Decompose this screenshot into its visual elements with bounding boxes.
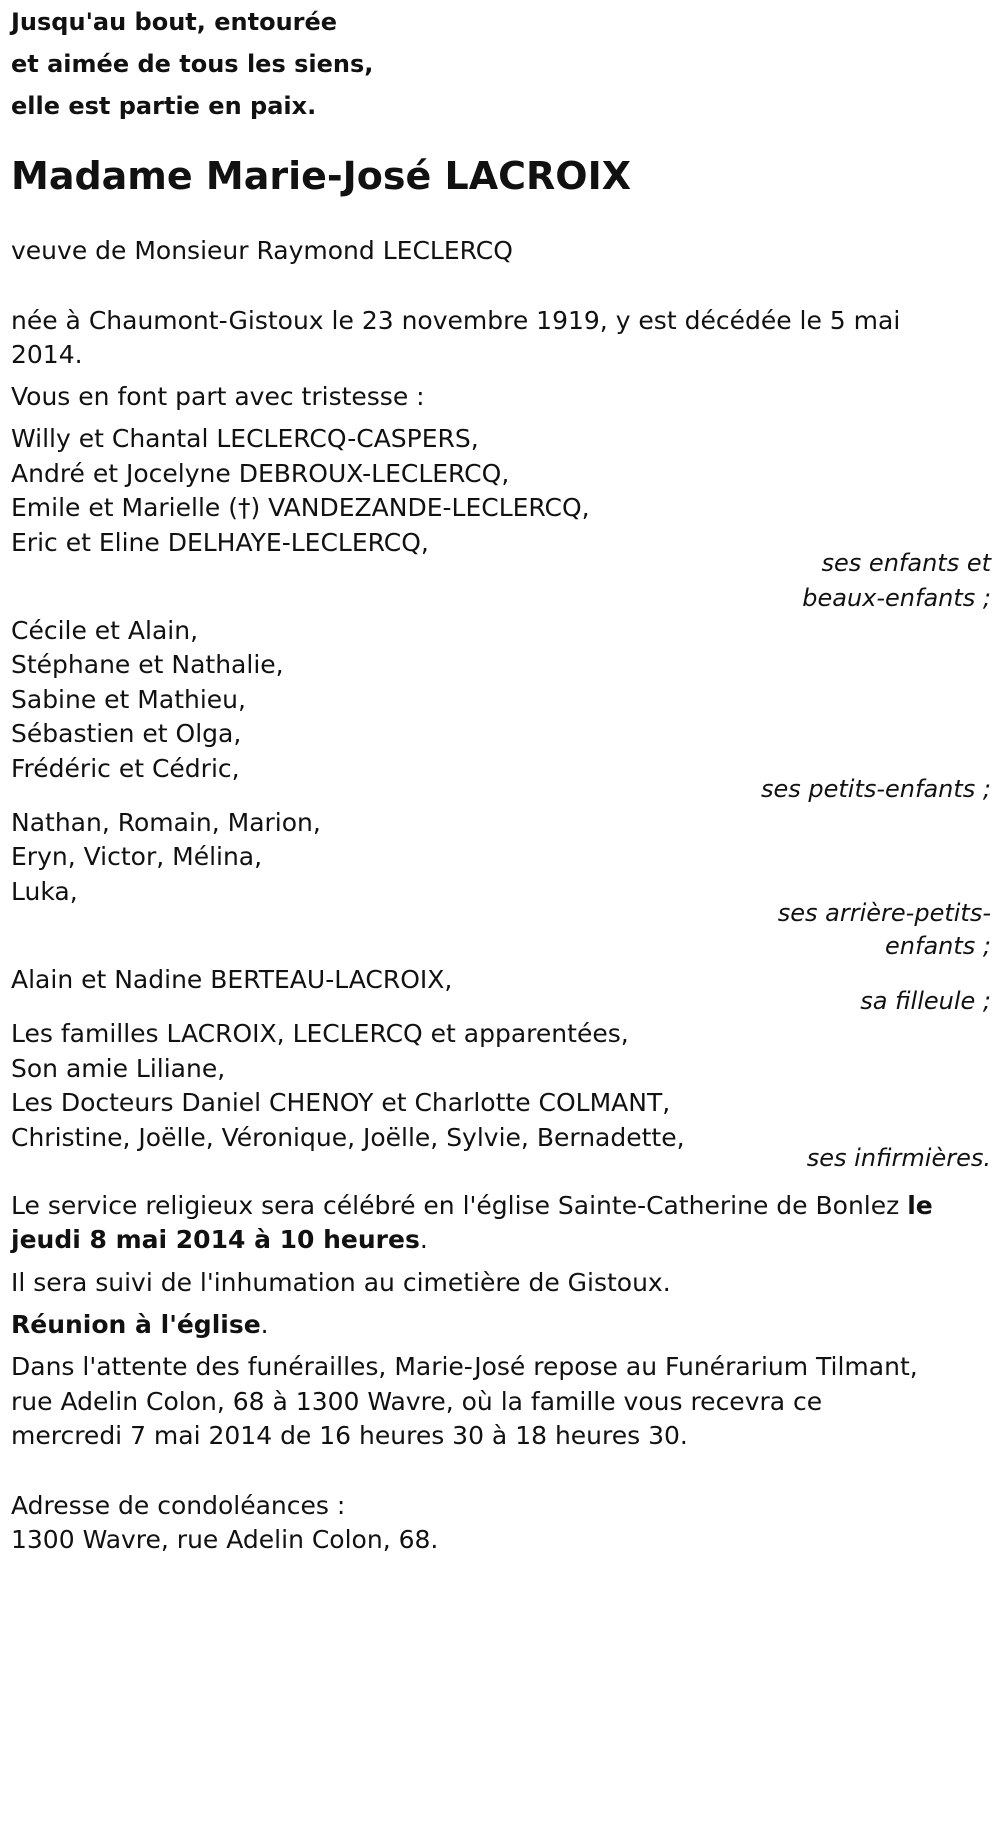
children-item: Willy et Chantal LECLERCQ-CASPERS, [11,424,479,453]
meeting-text: Réunion à l'église [11,1310,261,1339]
grandchildren-label: ses petits-enfants ; [760,775,991,803]
wake-line: Dans l'attente des funérailles, Marie-José repose au Funérarium Tilmant, [11,1352,918,1381]
birth-death-line: 2014. [11,340,83,369]
meeting-period: . [260,1310,269,1339]
widow-of: veuve de Monsieur Raymond LECLERCQ [11,236,513,265]
birth-death-line: née à Chaumont-Gistoux le 23 novembre 1919, y est décédée le 5 mai [11,306,901,335]
others-item: Son amie Liliane, [11,1054,226,1083]
service-line [11,1220,428,1260]
nurses-label: ses infirmières. [806,1144,991,1172]
grandchildren-item: Cécile et Alain, [11,616,199,645]
children-label: ses enfants et [821,549,991,577]
great-grandchildren-item: Luka, [11,877,78,906]
service-date-start: le [907,1191,933,1220]
grandchildren-item: Frédéric et Cédric, [11,754,240,783]
intro-line: Jusqu'au bout, entourée [11,8,338,36]
wake-line: rue Adelin Colon, 68 à 1300 Wavre, où la famille vous recevra ce [11,1387,823,1416]
deceased-name: Madame Marie-José LACROIX [11,154,632,198]
condolences-address: 1300 Wavre, rue Adelin Colon, 68. [11,1525,439,1554]
grandchildren-item: Stéphane et Nathalie, [11,650,284,679]
burial-text: Il sera suivi de l'inhumation au cimetière de Gistoux. [11,1268,671,1297]
others-item: Christine, Joëlle, Véronique, Joëlle, Sylvie, Bernadette, [11,1123,685,1152]
service-date: jeudi 8 mai 2014 à 10 heures [11,1225,420,1254]
intro-line: et aimée de tous les siens, [11,50,374,78]
great-grandchildren-label: enfants ; [885,932,991,960]
goddaughter-item: Alain et Nadine BERTEAU-LACROIX, [11,965,453,994]
others-item: Les familles LACROIX, LECLERCQ et apparentées, [11,1019,629,1048]
announce-text: Vous en font part avec tristesse : [11,382,425,411]
service-period: . [419,1225,428,1254]
goddaughter-label: sa filleule ; [860,987,991,1015]
children-item: Emile et Marielle (†) VANDEZANDE-LECLERCQ, [11,493,590,522]
service-text: Le service religieux sera célébré en l'église Sainte-Catherine de Bonlez [11,1191,908,1220]
wake-line: mercredi 7 mai 2014 de 16 heures 30 à 18 heures 30. [11,1421,688,1450]
intro-line: elle est partie en paix. [11,92,317,120]
children-item: Eric et Eline DELHAYE-LECLERCQ, [11,528,429,557]
grandchildren-item: Sabine et Mathieu, [11,685,246,714]
great-grandchildren-item: Eryn, Victor, Mélina, [11,842,263,871]
children-item: André et Jocelyne DEBROUX-LECLERCQ, [11,459,510,488]
great-grandchildren-item: Nathan, Romain, Marion, [11,808,321,837]
condolences-label: Adresse de condoléances : [11,1491,346,1520]
others-item: Les Docteurs Daniel CHENOY et Charlotte COLMANT, [11,1088,671,1117]
meeting-line [11,1305,269,1345]
children-label: beaux-enfants ; [802,584,991,612]
great-grandchildren-label: ses arrière-petits- [777,899,991,927]
grandchildren-item: Sébastien et Olga, [11,719,242,748]
